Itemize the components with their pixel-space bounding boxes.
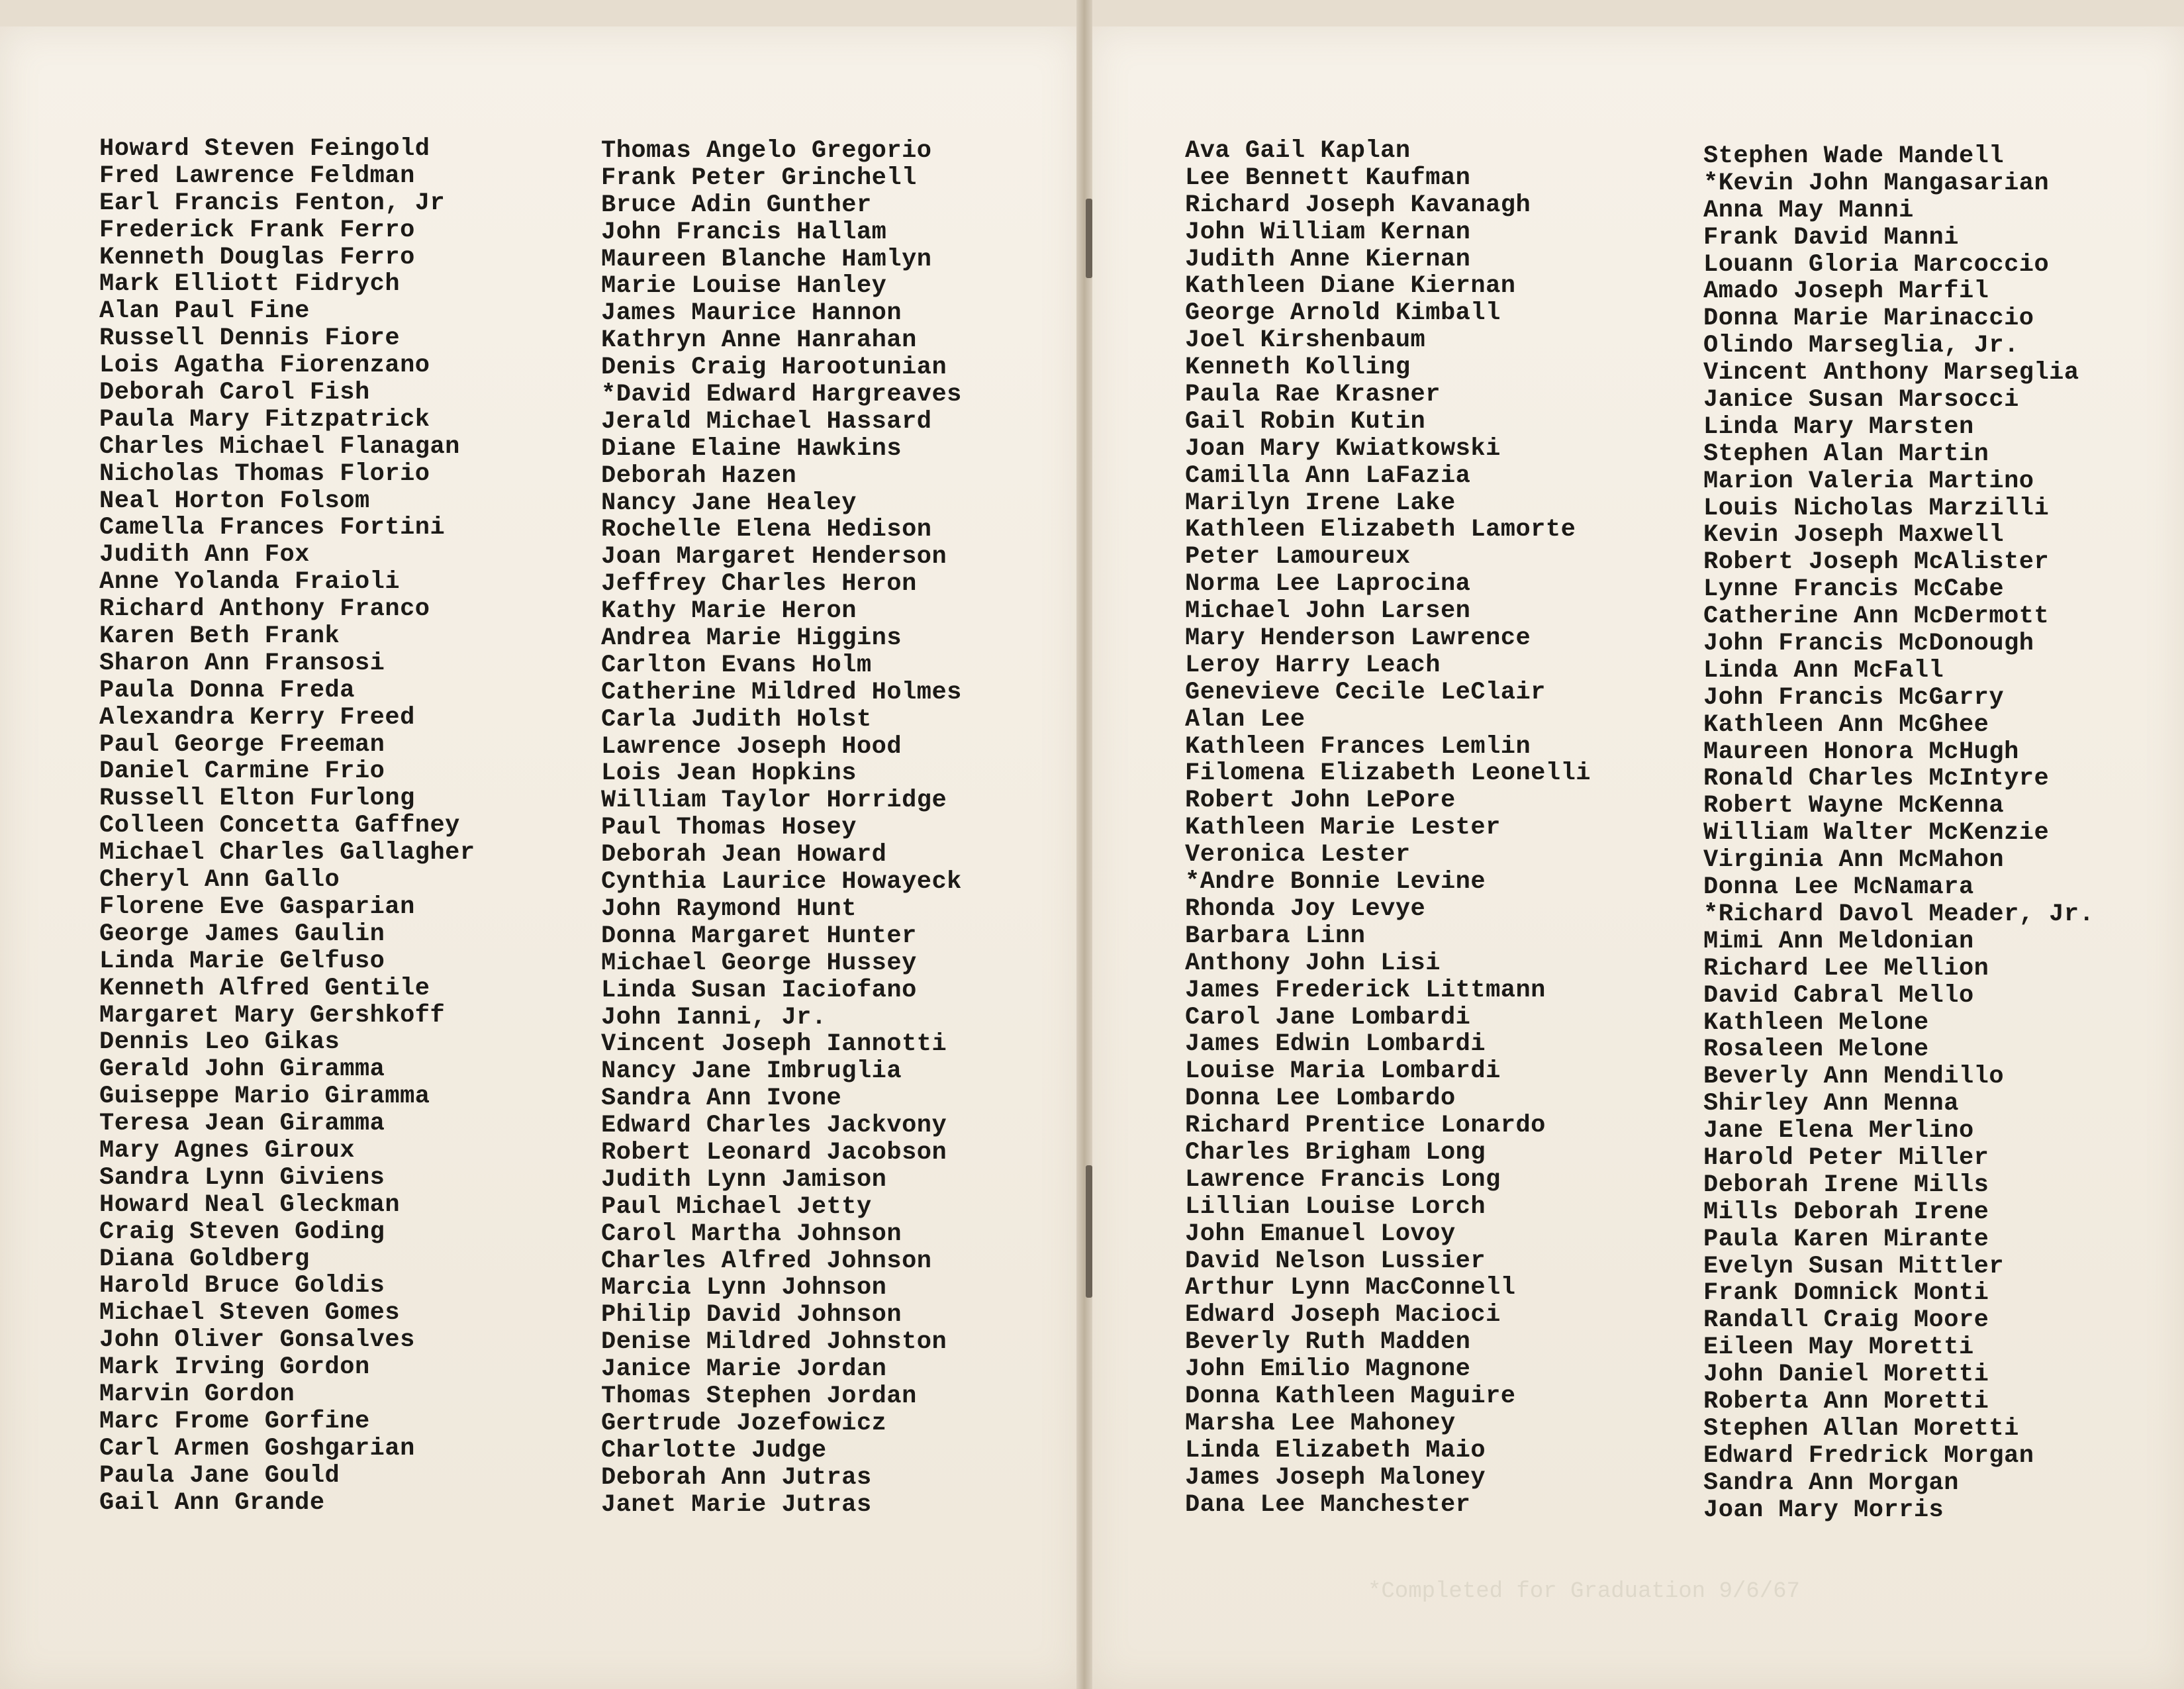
graduate-name: *Richard Davol Meader, Jr. (1703, 900, 2095, 928)
graduate-name: James Edwin Lombardi (1185, 1030, 1486, 1059)
graduate-name: Judith Anne Kiernan (1185, 245, 1471, 273)
graduate-name: Carol Jane Lombardi (1185, 1003, 1471, 1032)
graduate-name: Janice Marie Jordan (601, 1355, 887, 1384)
graduate-name: William Walter McKenzie (1703, 819, 2050, 847)
graduate-name: Virginia Ann McMahon (1703, 846, 2005, 875)
graduate-name: Deborah Carol Fish (99, 379, 370, 407)
graduate-name: Shirley Ann Menna (1703, 1090, 1959, 1118)
graduate-name: Janice Susan Marsocci (1703, 386, 2019, 414)
graduate-name: Mary Agnes Giroux (99, 1136, 355, 1165)
graduate-name: Mimi Ann Meldonian (1703, 927, 1974, 955)
graduate-name: Eileen May Moretti (1703, 1333, 1974, 1362)
graduate-name: Camilla Ann LaFazia (1185, 461, 1471, 490)
graduate-name: Alan Lee (1185, 705, 1306, 734)
graduate-name: Robert Leonard Jacobson (601, 1138, 947, 1167)
graduate-name: Kathleen Diane Kiernan (1185, 272, 1516, 301)
graduate-name: Alexandra Kerry Freed (99, 703, 415, 732)
graduate-name: William Taylor Horridge (601, 787, 947, 815)
graduate-name: Colleen Concetta Gaffney (99, 812, 460, 840)
graduate-name: Florene Eve Gasparian (99, 893, 415, 921)
graduate-name: Kenneth Douglas Ferro (99, 243, 415, 271)
graduate-name: Cheryl Ann Gallo (99, 866, 340, 894)
graduate-name: Bruce Adin Gunther (601, 191, 872, 219)
graduate-name: Michael John Larsen (1185, 597, 1471, 626)
graduate-name: Edward Joseph Macioci (1185, 1301, 1501, 1329)
graduate-name: Donna Margaret Hunter (601, 922, 917, 950)
graduate-name: Leroy Harry Leach (1185, 651, 1441, 679)
graduate-name: Paul Thomas Hosey (601, 814, 857, 842)
graduate-name: Lawrence Francis Long (1185, 1165, 1501, 1194)
graduate-name: Sandra Ann Morgan (1703, 1469, 1959, 1497)
graduate-name: Howard Neal Gleckman (99, 1190, 401, 1219)
graduate-name: Paul George Freeman (99, 730, 385, 759)
graduate-name: Charles Alfred Johnson (601, 1247, 932, 1275)
graduate-name: Sharon Ann Fransosi (99, 649, 385, 677)
graduate-name: Marc Frome Gorfine (99, 1407, 370, 1435)
graduate-name: Rochelle Elena Hedison (601, 516, 932, 544)
graduate-name: Evelyn Susan Mittler (1703, 1252, 2005, 1280)
name-column-3 (1185, 138, 1591, 1518)
graduate-name: Richard Prentice Lonardo (1185, 1112, 1546, 1140)
graduate-name: Judith Ann Fox (99, 541, 310, 569)
graduate-name: Richard Joseph Kavanagh (1185, 191, 1531, 219)
graduate-name: John Francis McDonough (1703, 630, 2034, 658)
graduate-name: Gail Robin Kutin (1185, 407, 1426, 436)
graduate-name: Diana Goldberg (99, 1245, 310, 1273)
graduate-name: Robert John LePore (1185, 787, 1456, 815)
graduate-name: John Daniel Moretti (1703, 1361, 1989, 1389)
graduate-name: Joan Mary Kwiatkowski (1185, 434, 1501, 463)
graduate-name: *Andre Bonnie Levine (1185, 868, 1486, 896)
graduate-name: John William Kernan (1185, 218, 1471, 246)
graduate-name: Peter Lamoureux (1185, 543, 1411, 571)
graduate-name: Charles Michael Flanagan (99, 432, 460, 461)
graduate-name: Edward Charles Jackvony (601, 1112, 947, 1140)
graduate-name: Mark Elliott Fidrych (99, 270, 401, 299)
graduate-name: Jerald Michael Hassard (601, 407, 932, 436)
graduate-name: Mary Henderson Lawrence (1185, 624, 1531, 653)
graduate-name: Barbara Linn (1185, 922, 1366, 950)
graduate-name: James Frederick Littmann (1185, 976, 1546, 1004)
graduate-name: Ronald Charles McIntyre (1703, 765, 2050, 793)
graduate-name: Robert Wayne McKenna (1703, 792, 2005, 820)
graduate-name: Filomena Elizabeth Leonelli (1185, 759, 1591, 788)
graduate-name: John Ianni, Jr. (601, 1003, 827, 1032)
graduate-name: George James Gaulin (99, 920, 385, 948)
graduate-name: Linda Elizabeth Maio (1185, 1436, 1486, 1465)
graduate-name: Maureen Blanche Hamlyn (601, 245, 932, 273)
graduate-name: John Emilio Magnone (1185, 1355, 1471, 1384)
graduate-name: Gerald John Giramma (99, 1055, 385, 1084)
graduate-name: Thomas Stephen Jordan (601, 1382, 917, 1410)
graduate-name: Judith Lynn Jamison (601, 1165, 887, 1194)
graduate-name: Dana Lee Manchester (1185, 1490, 1471, 1519)
graduate-name: Joel Kirshenbaum (1185, 326, 1426, 355)
graduate-name: Marie Louise Hanley (601, 272, 887, 301)
graduate-name: Roberta Ann Moretti (1703, 1387, 1989, 1416)
graduate-name: Donna Kathleen Maguire (1185, 1382, 1516, 1410)
graduate-name: Paula Donna Freda (99, 676, 355, 704)
graduate-name: Kathleen Elizabeth Lamorte (1185, 516, 1576, 544)
graduate-name: Karen Beth Frank (99, 622, 340, 651)
graduate-name: Anna May Manni (1703, 196, 1914, 224)
graduate-name: Richard Lee Mellion (1703, 954, 1989, 983)
graduate-name: Beverly Ruth Madden (1185, 1328, 1471, 1357)
graduate-name: Marcia Lynn Johnson (601, 1274, 887, 1302)
graduate-name: Stephen Alan Martin (1703, 440, 1989, 468)
graduate-name: Michael George Hussey (601, 949, 917, 977)
graduate-name: Paula Rae Krasner (1185, 381, 1441, 409)
graduate-name: Marsha Lee Mahoney (1185, 1409, 1456, 1437)
graduate-name: Maureen Honora McHugh (1703, 738, 2019, 766)
graduate-name: Joan Margaret Henderson (601, 543, 947, 571)
graduate-name: Kevin Joseph Maxwell (1703, 521, 2005, 550)
graduate-name: Stephen Wade Mandell (1703, 142, 2005, 170)
graduate-name: Donna Lee Lombardo (1185, 1085, 1456, 1113)
graduate-name: Daniel Carmine Frio (99, 757, 385, 786)
graduate-name: David Nelson Lussier (1185, 1247, 1486, 1275)
graduate-name: Lynne Francis McCabe (1703, 575, 2005, 604)
graduate-name: Gertrude Jozefowicz (601, 1409, 887, 1437)
graduate-name: Kathleen Ann McGhee (1703, 710, 1989, 739)
graduate-name: Russell Dennis Fiore (99, 324, 401, 353)
graduate-name: Carla Judith Holst (601, 705, 872, 734)
graduate-name: Fred Lawrence Feldman (99, 162, 415, 190)
graduate-name: John Francis Hallam (601, 218, 887, 246)
graduate-name: Frederick Frank Ferro (99, 216, 415, 244)
graduate-name: Frank David Manni (1703, 223, 1959, 252)
name-column-4 (1703, 143, 2094, 1523)
graduate-name: John Oliver Gonsalves (99, 1326, 415, 1355)
name-column-2 (601, 138, 962, 1518)
graduate-name: Russell Elton Furlong (99, 785, 415, 813)
graduate-name: Linda Mary Marsten (1703, 412, 1974, 441)
graduate-name: *Kevin John Mangasarian (1703, 169, 2050, 197)
graduate-name: Carl Armen Goshgarian (99, 1434, 415, 1463)
graduate-name: Olindo Marseglia, Jr. (1703, 332, 2019, 360)
graduate-name: Harold Bruce Goldis (99, 1272, 385, 1300)
graduate-name: Mark Irving Gordon (99, 1353, 370, 1382)
graduate-name: Kathryn Anne Hanrahan (601, 326, 917, 355)
graduate-name: Alan Paul Fine (99, 297, 310, 326)
graduate-name: Nancy Jane Healey (601, 489, 857, 517)
graduate-name: Kathleen Marie Lester (1185, 814, 1501, 842)
graduate-name: Vincent Joseph Iannotti (601, 1030, 947, 1059)
graduate-name: Lillian Louise Lorch (1185, 1192, 1486, 1221)
graduate-name: Denise Mildred Johnston (601, 1328, 947, 1357)
graduate-name: Mills Deborah Irene (1703, 1198, 1989, 1226)
footnote-show-through: *Completed for Graduation 9/6/67 (1368, 1579, 1800, 1604)
graduate-name: Diane Elaine Hawkins (601, 434, 902, 463)
graduate-name: Michael Charles Gallagher (99, 839, 475, 867)
graduate-name: Carol Martha Johnson (601, 1220, 902, 1248)
graduate-name: Frank Peter Grinchell (601, 164, 917, 192)
graduate-name: Kathy Marie Heron (601, 597, 857, 626)
graduate-name: Rhonda Joy Levye (1185, 894, 1426, 923)
graduate-name: Rosaleen Melone (1703, 1036, 1929, 1064)
graduate-name: Stephen Allan Moretti (1703, 1414, 2019, 1443)
graduate-name: Anthony John Lisi (1185, 949, 1441, 977)
graduate-name: Jane Elena Merlino (1703, 1117, 1974, 1145)
graduate-name: Philip David Johnson (601, 1301, 902, 1329)
graduate-name: Guiseppe Mario Giramma (99, 1083, 430, 1111)
graduate-name: George Arnold Kimball (1185, 299, 1501, 328)
graduate-name: Donna Marie Marinaccio (1703, 305, 2034, 333)
graduate-name: Linda Ann McFall (1703, 656, 1944, 685)
graduate-name: Dennis Leo Gikas (99, 1028, 340, 1057)
graduate-name: Louis Nicholas Marzilli (1703, 494, 2050, 522)
graduate-name: Catherine Ann McDermott (1703, 603, 2050, 631)
graduate-name: Nancy Jane Imbruglia (601, 1057, 902, 1086)
graduate-name: Gail Ann Grande (99, 1488, 325, 1517)
graduate-name: *David Edward Hargreaves (601, 381, 962, 409)
graduate-name: Margaret Mary Gershkoff (99, 1001, 446, 1030)
graduate-name: Donna Lee McNamara (1703, 873, 1974, 902)
graduate-name: John Francis McGarry (1703, 683, 2005, 712)
graduate-name: Jeffrey Charles Heron (601, 570, 917, 599)
graduate-name: John Emanuel Lovoy (1185, 1220, 1456, 1248)
graduate-name: Robert Joseph McAlister (1703, 548, 2050, 577)
graduate-name: Louann Gloria Marcoccio (1703, 250, 2050, 279)
graduate-name: Ava Gail Kaplan (1185, 137, 1411, 165)
graduate-name: Kathleen Melone (1703, 1008, 1929, 1037)
graduate-name: Howard Steven Feingold (99, 135, 430, 163)
graduate-name: Paula Jane Gould (99, 1461, 340, 1490)
graduate-name: Catherine Mildred Holmes (601, 678, 962, 706)
graduate-name: James Joseph Maloney (1185, 1463, 1486, 1492)
graduate-name: Craig Steven Goding (99, 1218, 385, 1246)
graduate-name: Marilyn Irene Lake (1185, 489, 1456, 517)
staple-bottom (1086, 1165, 1092, 1298)
graduate-name: Kathleen Frances Lemlin (1185, 732, 1531, 761)
staple-top (1086, 199, 1092, 278)
graduate-name: Edward Fredrick Morgan (1703, 1441, 2034, 1470)
graduate-name: John Raymond Hunt (601, 894, 857, 923)
graduate-name: Richard Anthony Franco (99, 595, 430, 624)
graduate-name: Linda Susan Iaciofano (601, 976, 917, 1004)
graduate-name: Deborah Hazen (601, 461, 797, 490)
graduate-name: Beverly Ann Mendillo (1703, 1063, 2005, 1091)
graduate-name: Arthur Lynn MacConnell (1185, 1274, 1516, 1302)
graduate-name: Thomas Angelo Gregorio (601, 137, 932, 165)
graduate-name: Marvin Gordon (99, 1380, 295, 1408)
graduate-name: Neal Horton Folsom (99, 487, 370, 515)
graduate-name: Vincent Anthony Marseglia (1703, 359, 2079, 387)
graduate-name: Norma Lee Laprocina (1185, 570, 1471, 599)
graduate-name: Sandra Ann Ivone (601, 1085, 842, 1113)
graduate-name: Earl Francis Fenton, Jr (99, 189, 446, 217)
graduate-name: Kenneth Kolling (1185, 354, 1411, 382)
graduate-name: Paul Michael Jetty (601, 1192, 872, 1221)
graduate-name: James Maurice Hannon (601, 299, 902, 328)
graduate-name: Kenneth Alfred Gentile (99, 974, 430, 1002)
graduate-name: Paula Karen Mirante (1703, 1225, 1989, 1253)
graduate-name: David Cabral Mello (1703, 981, 1974, 1010)
graduate-name: Lawrence Joseph Hood (601, 732, 902, 761)
graduate-name: Cynthia Laurice Howayeck (601, 868, 962, 896)
graduate-name: Nicholas Thomas Florio (99, 459, 430, 488)
graduate-name: Amado Joseph Marfil (1703, 277, 1989, 306)
graduate-name: Deborah Jean Howard (601, 841, 887, 869)
graduate-name: Paula Mary Fitzpatrick (99, 405, 430, 434)
graduate-name: Randall Craig Moore (1703, 1306, 1989, 1335)
graduate-name: Andrea Marie Higgins (601, 624, 902, 653)
graduate-name: Anne Yolanda Fraioli (99, 568, 401, 597)
graduate-name: Charlotte Judge (601, 1436, 827, 1465)
graduate-name: Carlton Evans Holm (601, 651, 872, 679)
name-column-1 (99, 136, 475, 1516)
graduate-name: Frank Domnick Monti (1703, 1279, 1989, 1308)
graduate-name: Louise Maria Lombardi (1185, 1057, 1501, 1086)
graduate-name: Deborah Irene Mills (1703, 1171, 1989, 1199)
graduate-name: Joan Mary Morris (1703, 1496, 1944, 1524)
graduate-name: Veronica Lester (1185, 841, 1411, 869)
graduate-name: Camella Frances Fortini (99, 514, 446, 542)
graduate-name: Charles Brigham Long (1185, 1138, 1486, 1167)
graduate-name: Denis Craig Harootunian (601, 354, 947, 382)
graduate-name: Marion Valeria Martino (1703, 467, 2034, 495)
graduate-name: Genevieve Cecile LeClair (1185, 678, 1546, 706)
graduate-name: Sandra Lynn Giviens (99, 1163, 385, 1192)
graduate-name: Lee Bennett Kaufman (1185, 164, 1471, 192)
graduate-name: Michael Steven Gomes (99, 1299, 401, 1327)
graduate-name: Harold Peter Miller (1703, 1143, 1989, 1172)
graduate-name: Janet Marie Jutras (601, 1490, 872, 1519)
graduate-name: Lois Jean Hopkins (601, 759, 857, 788)
graduate-name: Linda Marie Gelfuso (99, 947, 385, 975)
graduate-name: Lois Agatha Fiorenzano (99, 352, 430, 380)
graduate-name: Teresa Jean Giramma (99, 1110, 385, 1138)
graduate-name: Deborah Ann Jutras (601, 1463, 872, 1492)
